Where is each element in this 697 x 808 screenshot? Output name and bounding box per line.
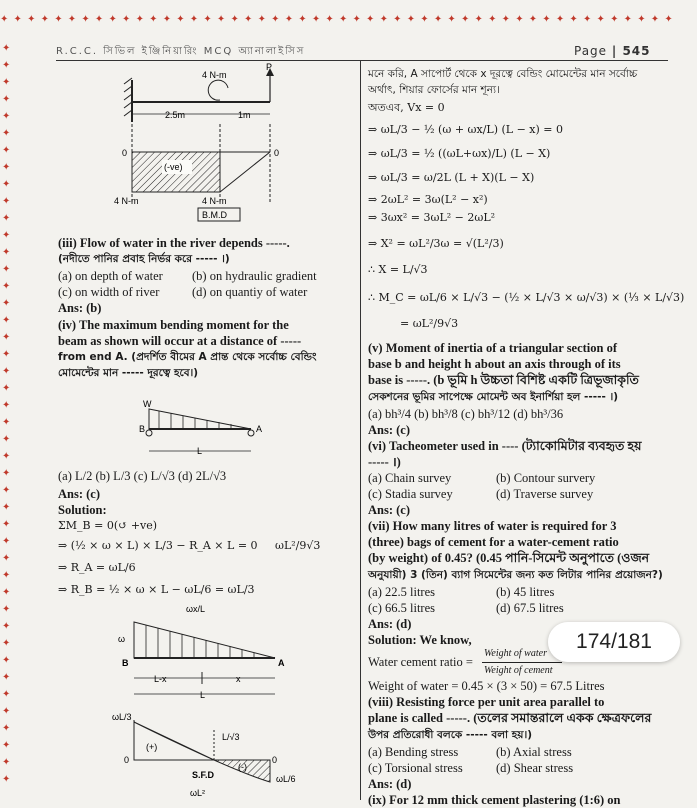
right-m8: ∴ M_C = ωL/6 × L/√3 − (½ × L/√3 × ω/√3) × (⅓ × L/√3): [368, 291, 685, 304]
load-w-label: ω: [118, 634, 126, 644]
q3-option-b: (b) on hydraulic gradient: [192, 269, 317, 283]
q5-line4: সেকশনের ভূমির সাপেক্ষে মোমেন্ট অব ইনার্শিয়া হল ----- ।): [368, 391, 619, 403]
sfd-caption: S.F.D: [192, 770, 215, 780]
right-intro1: মনে করি, A সাপোর্ট থেকে x দূরত্বে বেন্ডিং মোমেন্টের মান সর্বোচ্চ: [368, 68, 638, 80]
decorative-left-border: ✦ ✦ ✦ ✦ ✦ ✦ ✦ ✦ ✦ ✦ ✦ ✦ ✦ ✦ ✦ ✦ ✦ ✦ ✦ ✦ ✦ ✦ ✦ ✦ ✦ ✦ ✦ ✦ ✦ ✦ ✦ ✦ ✦ ✦ ✦ ✦ ✦ ✦ ✦ ✦ ✦ ✦ ✦ ✦: [2, 43, 11, 785]
sfd-zero1: 0: [124, 755, 130, 765]
q4-line3: from end A. (প্রদর্শিত বীমের A প্রান্ত থেকে সর্বোচ্চ বেন্ডিং: [58, 351, 317, 363]
q7-option-c: (c) 66.5 litres: [368, 601, 435, 615]
fig2-a-label: A: [278, 658, 285, 668]
q4-line4: মোমেন্টের মান ----- দূরত্বে হবে।): [58, 367, 199, 379]
q7-line3: (by weight) of 0.45? (0.45 পানি-সিমেন্ট অনুপাতে (ওজন: [368, 551, 650, 565]
q7-line4: অনুযায়ী) 3 (তিন) ব্যাগ সিমেন্টের জন্য কত লিটার পানির প্রয়োজন?): [368, 569, 663, 581]
q3-option-d: (d) on quantiy of water: [192, 285, 308, 299]
q4-solution-label: Solution:: [58, 503, 107, 517]
sfd-minus-label: (-): [238, 762, 247, 772]
right-m3: ⇒ ωL/3 = ω/2L (L + X)(L − X): [368, 171, 535, 184]
page-number: Page | 545: [574, 44, 651, 58]
sfd-figure: [110, 600, 300, 800]
page-indicator[interactable]: 174/181: [548, 622, 680, 662]
q8-line1: (viii) Resisting force per unit area parallel to: [368, 695, 605, 709]
q7-option-d: (d) 67.5 litres: [496, 601, 564, 615]
q7-ratio-numerator: Weight of water: [484, 648, 547, 659]
right-m7: ∴ X = L/√3: [368, 263, 428, 276]
header-rule: [56, 60, 668, 61]
q8-line2: plane is called -----. (তলের সমান্তরালে একক ক্ষেত্রফলের: [368, 711, 652, 725]
sfd-zero2: 0: [272, 755, 278, 765]
q8-option-a: (a) Bending stress: [368, 745, 459, 759]
q3-answer: Ans: (b): [58, 301, 102, 315]
q4-fig-a: A: [256, 424, 263, 434]
q4-eq2: ⇒ (½ × ω × L) × L/3 − R_A × L = 0: [58, 539, 258, 552]
q4-fig-l: L: [197, 446, 203, 456]
sfd-bottom-label: ωL²: [190, 788, 206, 798]
q4-answer: Ans: (c): [58, 487, 101, 501]
q5-answer: Ans: (c): [368, 423, 411, 437]
dim-right-label: 1m: [238, 110, 251, 120]
q4-eq1: ΣM_B = 0(↺ +ve): [58, 519, 158, 532]
right-m4: ⇒ 2ωL² = 3ω(L² − x²): [368, 193, 488, 206]
q4-fig-w: W: [143, 399, 152, 409]
q7-option-a: (a) 22.5 litres: [368, 585, 435, 599]
q8-line3: উপর প্রতিরোধী বলকে ----- বলা হয়।): [368, 729, 532, 741]
fig2-b-label: B: [122, 658, 129, 668]
bmd-caption: B.M.D: [202, 210, 228, 220]
column-divider: [360, 60, 361, 800]
sfd-mid-label: L/√3: [222, 732, 240, 742]
q7-line1: (vii) How many litres of water is required for 3: [368, 519, 617, 533]
right-m9: = ωL²/9√3: [400, 317, 459, 330]
q4-options: (a) L/2 (b) L/3 (c) L/√3 (d) 2L/√3: [58, 469, 227, 483]
q6-line2: ----- ।): [368, 455, 401, 469]
dim-left-label: 2.5m: [165, 110, 186, 120]
right-m1: ⇒ ωL/3 − ½ (ω + ωx/L) (L − x) = 0: [368, 123, 564, 136]
q9-line1: (ix) For 12 mm thick cement plastering (1:6) on: [368, 793, 621, 807]
q4-fig-b: B: [139, 424, 146, 434]
q5-line3: base is -----. (b ভূমি h উচ্চতা বিশিষ্ট একটি ত্রিভূজাকৃতি: [368, 373, 639, 387]
sfd-plus-label: (+): [146, 742, 158, 752]
q4-eq3: ⇒ R_A = ωL/6: [58, 561, 136, 574]
dim-l-label: L: [200, 690, 206, 700]
right-intro3: অতএব, Vx = 0: [368, 101, 445, 114]
q6-option-b: (b) Contour survery: [496, 471, 596, 485]
q5-line2: base b and height h about an axis through of its: [368, 357, 621, 371]
q4-eq2-side: ωL²/9√3: [275, 539, 321, 552]
q4-beam-figure: [135, 395, 270, 465]
sfd-left-label: ωL/3: [112, 712, 132, 722]
q6-option-c: (c) Stadia survey: [368, 487, 453, 501]
q6-answer: Ans: (c): [368, 503, 411, 517]
right-m2: ⇒ ωL/3 = ½ ((ωL+ωx)/L) (L − X): [368, 147, 551, 160]
q5-options: (a) bh³/4 (b) bh³/8 (c) bh³/12 (d) bh³/36: [368, 407, 564, 421]
bmd-zero-right: 0: [274, 148, 280, 158]
right-m6: ⇒ X² = ωL²/3ω = √(L²/3): [368, 237, 504, 250]
moment-label: 4 N-m: [202, 70, 227, 80]
q6-option-a: (a) Chain survey: [368, 471, 452, 485]
q7-answer: Ans: (d): [368, 617, 412, 631]
right-intro2: অর্থাৎ, শিয়ার ফোর্সের মান শূন্য।: [368, 84, 500, 96]
bmd-bottom-left: 4 N-m: [114, 196, 139, 206]
dim-lx-label: L-x: [154, 674, 167, 684]
q8-option-b: (b) Axial stress: [496, 745, 572, 759]
q7-weight: Weight of water = 0.45 × (3 × 50) = 67.5 Litres: [368, 679, 605, 693]
sfd-right-label: ωL/6: [276, 774, 296, 784]
q7-ratio-denominator: Weight of cement: [484, 665, 553, 676]
q4-eq4: ⇒ R_B = ½ × ω × L − ωL/6 = ωL/3: [58, 583, 255, 596]
q4-line2: beam as shown will occur at a distance of -----: [58, 334, 302, 348]
bmd-region-label: (-ve): [164, 162, 183, 172]
q6-option-d: (d) Traverse survey: [496, 487, 594, 501]
bmd-zero-left: 0: [122, 148, 128, 158]
q7-line2: (three) bags of cement for a water-cement ratio: [368, 535, 619, 549]
right-m5: ⇒ 3ωx² = 3ωL² − 2ωL²: [368, 211, 496, 224]
decorative-top-border: ✦ ✦ ✦ ✦ ✦ ✦ ✦ ✦ ✦ ✦ ✦ ✦ ✦ ✦ ✦ ✦ ✦ ✦ ✦ ✦ ✦ ✦ ✦ ✦ ✦ ✦ ✦ ✦ ✦ ✦ ✦ ✦ ✦ ✦ ✦ ✦ ✦ ✦ ✦ ✦ ✦ ✦ ✦ ✦ ✦ ✦ ✦ ✦ ✦ ✦: [0, 14, 674, 25]
load-top-label: ωx/L: [186, 604, 206, 614]
q3-bangla: (নদীতে পানির প্রবাহ নির্ভর করে ----- ।): [58, 253, 230, 265]
q7-solution: Solution: We know,: [368, 633, 472, 647]
book-header-title: R.C.C. সিভিল ইঞ্জিনিয়ারিং MCQ অ্যানালাইসিস: [56, 46, 306, 57]
q4-line1: (iv) The maximum bending moment for the: [58, 318, 289, 332]
dim-x-label: x: [236, 674, 241, 684]
q5-line1: (v) Moment of inertia of a triangular section of: [368, 341, 618, 355]
point-p-label: P: [266, 62, 273, 72]
q7-option-b: (b) 45 litres: [496, 585, 555, 599]
q6-line1: (vi) Tacheometer used in ---- (ট্যাকোমিটার ব্যবহৃত হয়: [368, 439, 642, 453]
q8-option-d: (d) Shear stress: [496, 761, 574, 775]
q8-answer: Ans: (d): [368, 777, 412, 791]
q8-option-c: (c) Torsional stress: [368, 761, 463, 775]
bmd-bottom-mid: 4 N-m: [202, 196, 227, 206]
q7-ratio-label: Water cement ratio =: [368, 655, 473, 669]
bmd-figure: [110, 62, 310, 227]
q3-option-a: (a) on depth of water: [58, 269, 163, 283]
q3-question: (iii) Flow of water in the river depends -----.: [58, 236, 290, 250]
q3-option-c: (c) on width of river: [58, 285, 160, 299]
